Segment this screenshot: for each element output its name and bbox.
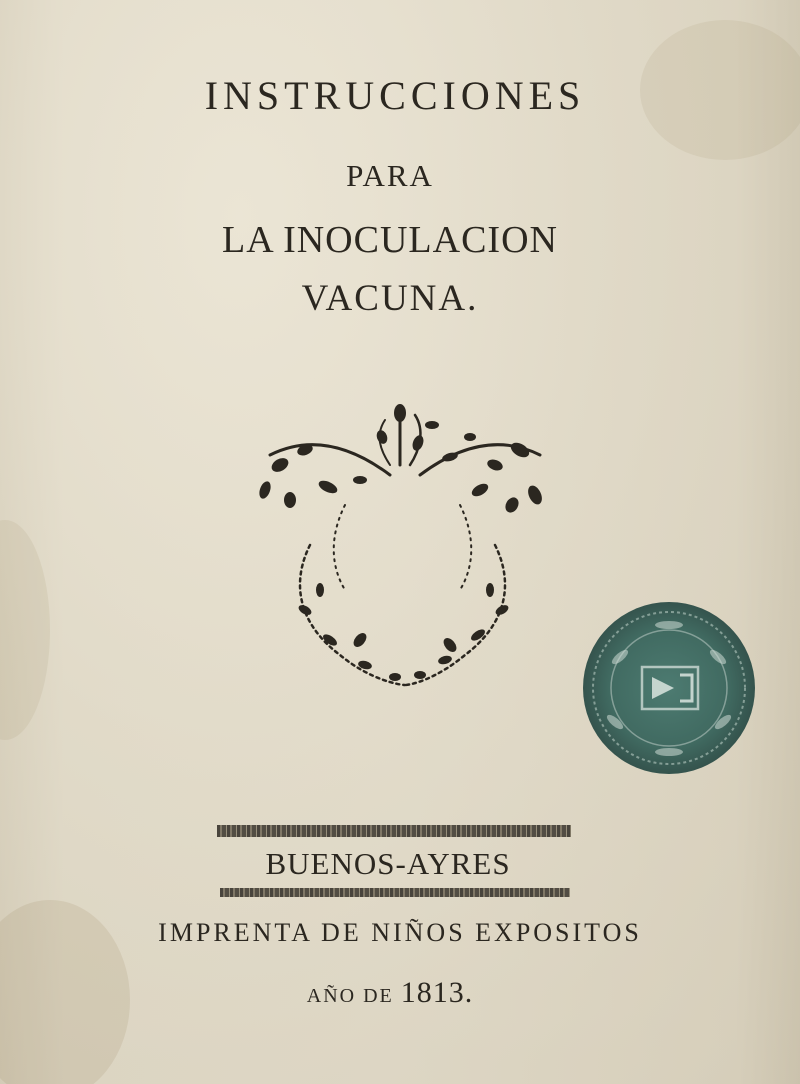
decorative-rule-top xyxy=(217,825,571,837)
title-line-2: PARA xyxy=(346,158,434,193)
laurel-wreath-icon xyxy=(250,395,560,700)
paper-stain xyxy=(0,520,50,740)
imprint-city: BUENOS-AYRES xyxy=(265,846,511,881)
title-line-3: LA INOCULACION xyxy=(222,219,558,261)
title-line-4: VACUNA. xyxy=(301,278,479,319)
imprint-printer: IMPRENTA DE NIÑOS EXPOSITOS xyxy=(158,918,642,947)
imprint-year-prefix: AÑO DE xyxy=(306,985,394,1007)
title-line-1: INSTRUCCIONES xyxy=(204,73,586,118)
decorative-rule-bottom xyxy=(220,888,570,897)
imprint-year: 1813. xyxy=(400,976,474,1009)
library-seal-icon xyxy=(580,597,758,779)
imprint-year-line xyxy=(0,976,790,1010)
